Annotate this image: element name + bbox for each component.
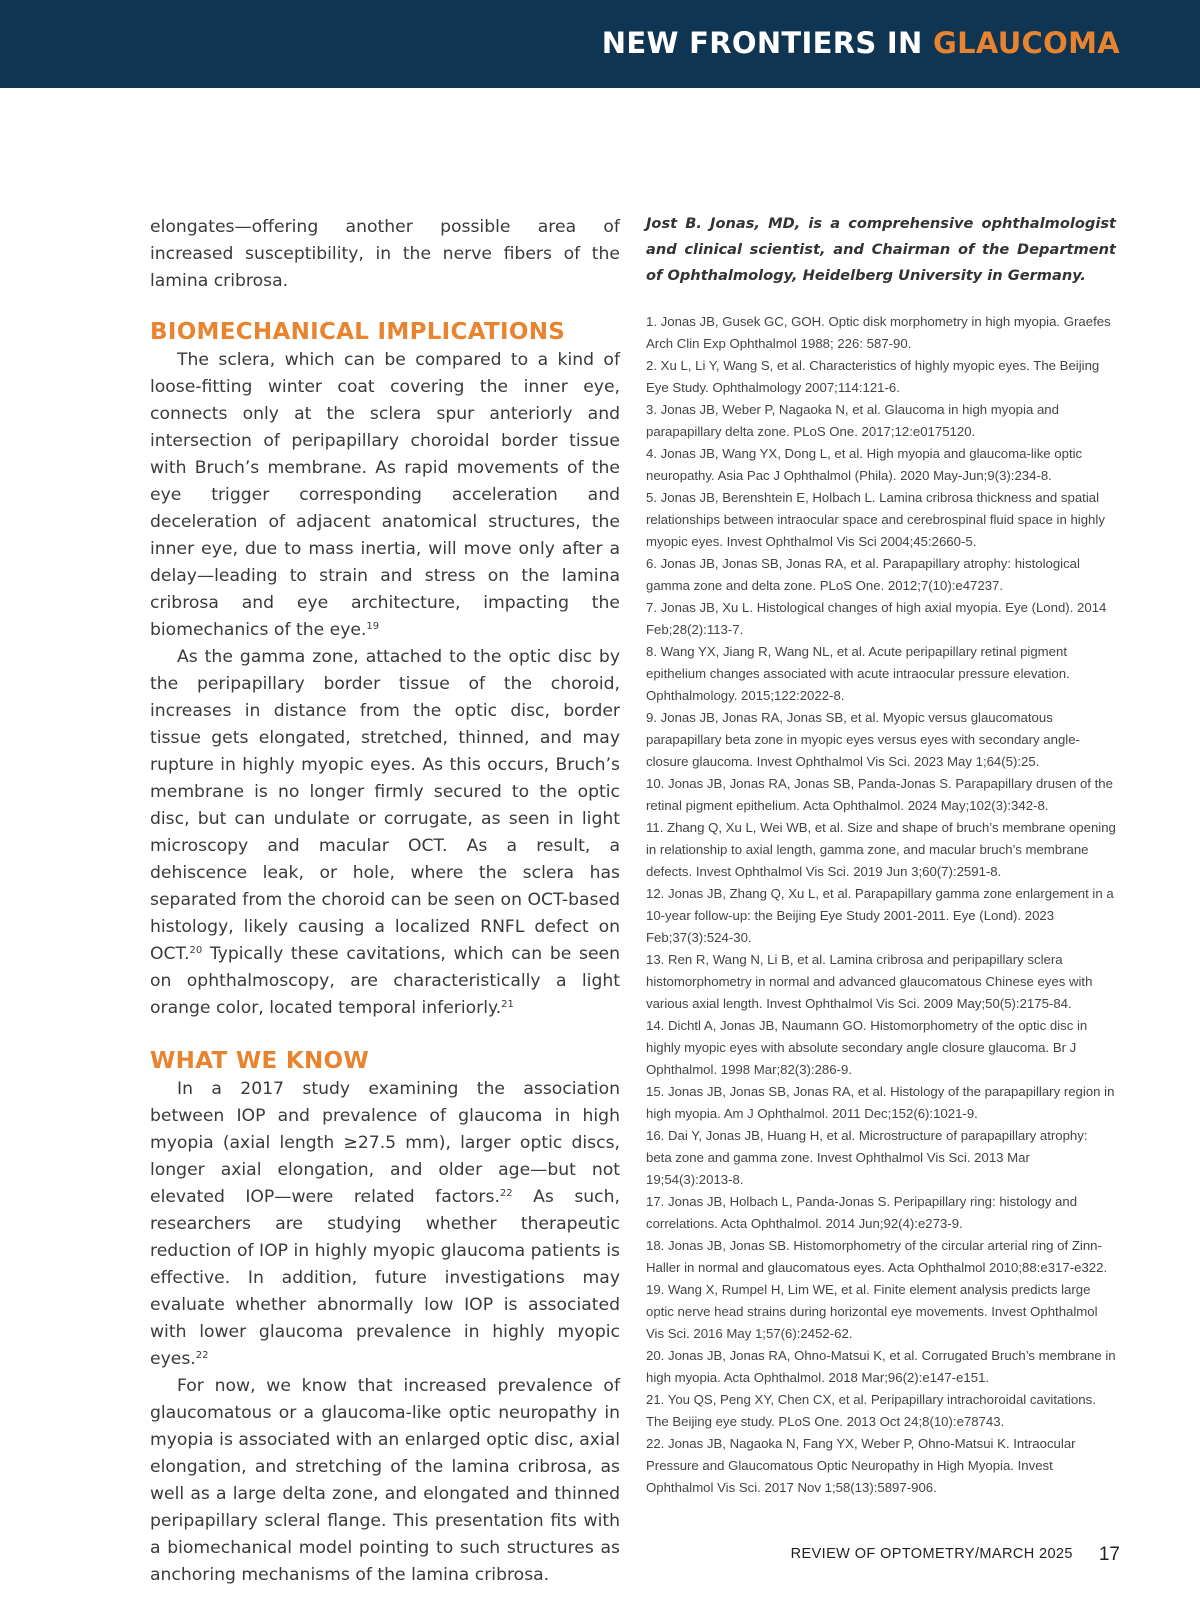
reference-item: 6. Jonas JB, Jonas SB, Jonas RA, et al. Parapapillary atrophy: histological gamma zone and delta zone. PLoS One. 2012;7(10):e47237.	[646, 556, 1080, 593]
main-text-column	[150, 214, 620, 1589]
paragraph-1-text: The sclera, which can be compared to a kind of loose-fitting winter coat covering the inner eye, connects only at the sclera spur anteriorly and intersection of peripapillary choroidal border tissue with Bruch’s membrane. As rapid movements of the eye trigger corresponding acceleration and deceleration of adjacent anatomical structures, the inner eye, due to mass inertia, will move only after a delay—leading to strain and stress on the lamina cribrosa and eye architecture, impacting the biomechanics of the eye.	[150, 350, 620, 640]
heading-biomechanical-implications: BIOMECHANICAL IMPLICATIONS	[150, 319, 566, 345]
paragraph-1	[150, 347, 620, 644]
section-title-main: NEW FRONTIERS IN	[601, 26, 933, 60]
reference-item: 3. Jonas JB, Weber P, Nagaoka N, et al. Glaucoma in high myopia and parapapillary delta zone. PLoS One. 2017;12:e0175120.	[646, 402, 1059, 439]
paragraph-3	[150, 1076, 620, 1373]
citation-20: 20	[189, 945, 203, 956]
citation-22-second: 22	[195, 1350, 209, 1361]
reference-item: 7. Jonas JB, Xu L. Histological changes of high axial myopia. Eye (Lond). 2014 Feb;28(2):113-7.	[646, 600, 1107, 637]
section-title	[602, 26, 1120, 60]
reference-item: 14. Dichtl A, Jonas JB, Naumann GO. Histomorphometry of the optic disc in highly myopic eyes with absolute secondary angle closure glaucoma. Br J Ophthalmol. 1998 Mar;82(3):286-9.	[646, 1018, 1088, 1077]
citation-19: 19	[366, 621, 380, 632]
intro-paragraph: elongates—offering another possible area of increased susceptibility, in the nerve fibers of the lamina cribrosa.	[150, 217, 620, 291]
section-title-accent: GLAUCOMA	[932, 26, 1120, 60]
paragraph-3-text: In a 2017 study examining the association between IOP and prevalence of glaucoma in high myopia (axial length ≥27.5 mm), larger optic discs, longer axial elongation, and older age—but not elevated IOP—were related factors.	[150, 1079, 620, 1207]
reference-item: 1. Jonas JB, Gusek GC, GOH. Optic disk morphometry in high myopia. Graefes Arch Clin Exp Ophthalmol 1988; 226: 587-90.	[646, 314, 1111, 351]
reference-item: 21. You QS, Peng XY, Chen CX, et al. Peripapillary intrachoroidal cavitations. The Beijing eye study. PLoS One. 2013 Oct 24;8(10):e78743.	[646, 1392, 1096, 1429]
reference-item: 8. Wang YX, Jiang R, Wang NL, et al. Acute peripapillary retinal pigment epithelium changes associated with acute intraocular pressure elevation. Ophthalmology. 2015;122:2022-8.	[646, 644, 1070, 703]
citation-21: 21	[501, 999, 514, 1010]
paragraph-2	[150, 644, 620, 1022]
author-bio: Jost B. Jonas, MD, is a comprehensive ophthalmologist and clinical scientist, and Chairman of the Department of Ophthalmology, Heidelberg University in Germany.	[646, 215, 1116, 284]
reference-item: 22. Jonas JB, Nagaoka N, Fang YX, Weber P, Ohno-Matsui K. Intraocular Pressure and Glaucomatous Optic Neuropathy in High Myopia. Invest Ophthalmol Vis Sci. 2017 Nov 1;58(13):5897-906.	[646, 1436, 1076, 1495]
reference-item: 17. Jonas JB, Holbach L, Panda-Jonas S. Peripapillary ring: histology and correlations. Acta Ophthalmol. 2014 Jun;92(4):e273-9.	[646, 1194, 1078, 1231]
reference-item: 9. Jonas JB, Jonas RA, Jonas SB, et al. Myopic versus glaucomatous parapapillary beta zone in myopic eyes versus eyes with secondary angle-closure glaucoma. Invest Ophthalmol Vis Sci. 2023 May 1;64(5):25.	[646, 710, 1080, 769]
reference-item: 19. Wang X, Rumpel H, Lim WE, et al. Finite element analysis predicts large optic nerve head strains during horizontal eye movements. Invest Ophthalmol Vis Sci. 2016 May 1;57(6):2452-62.	[646, 1282, 1098, 1341]
reference-item: 13. Ren R, Wang N, Li B, et al. Lamina cribrosa and peripapillary sclera histomorphometry in normal and advanced glaucomatous Chinese eyes with various axial length. Invest Ophthalmol Vis Sci. 2009 May;50(5):2175-84.	[646, 952, 1093, 1011]
reference-item: 4. Jonas JB, Wang YX, Dong L, et al. High myopia and glaucoma-like optic neuropathy. Asia Pac J Ophthalmol (Phila). 2020 May-Jun;9(3):234-8.	[646, 446, 1083, 483]
paragraph-3-text-continued: As such, researchers are studying whether therapeutic reduction of IOP in highly myopic glaucoma patients is effective. In addition, future investigations may evaluate whether abnormally low IOP is associated with lower glaucoma prevalence in highly myopic eyes.	[150, 1187, 620, 1369]
heading-what-we-know: WHAT WE KNOW	[150, 1048, 370, 1074]
reference-list	[646, 311, 1116, 1499]
page-footer	[640, 1544, 1120, 1566]
reference-item: 5. Jonas JB, Berenshtein E, Holbach L. Lamina cribrosa thickness and spatial relationships between intraocular space and cerebrospinal fluid space in highly myopic eyes. Invest Ophthalmol Vis Sci 2004;45:2660-5.	[646, 490, 1105, 549]
reference-item: 12. Jonas JB, Zhang Q, Xu L, et al. Parapapillary gamma zone enlargement in a 10-year follow-up: the Beijing Eye Study 2001-2011. Eye (Lond). 2023 Feb;37(3):524-30.	[646, 886, 1114, 945]
side-column	[646, 211, 1116, 1499]
reference-item: 16. Dai Y, Jonas JB, Huang H, et al. Microstructure of parapapillary atrophy: beta zone and gamma zone. Invest Ophthalmol Vis Sci. 2013 Mar 19;54(3):2013-8.	[646, 1128, 1088, 1187]
reference-item: 20. Jonas JB, Jonas RA, Ohno-Matsui K, et al. Corrugated Bruch’s membrane in high myopia. Acta Ophthalmol. 2018 Mar;96(2):e147-e151.	[646, 1348, 1116, 1385]
paragraph-4: For now, we know that increased prevalence of glaucomatous or a glaucoma-like optic neuropathy in myopia is associated with an enlarged optic disc, axial elongation, and stretching of the lamina cribrosa, as well as a large delta zone, and elongated and thinned peripapillary scleral flange. This presentation fits with a biomechanical model pointing to such structures as anchoring mechanisms of the lamina cribrosa.	[150, 1376, 620, 1585]
reference-item: 10. Jonas JB, Jonas RA, Jonas SB, Panda-Jonas S. Parapapillary drusen of the retinal pigment epithelium. Acta Ophthalmol. 2024 May;102(3):342-8.	[646, 776, 1113, 813]
reference-item: 15. Jonas JB, Jonas SB, Jonas RA, et al. Histology of the parapapillary region in high myopia. Am J Ophthalmol. 2011 Dec;152(6):1021-9.	[646, 1084, 1115, 1121]
header-bar	[0, 0, 1200, 88]
reference-item: 2. Xu L, Li Y, Wang S, et al. Characteristics of highly myopic eyes. The Beijing Eye Study. Ophthalmology 2007;114:121-6.	[646, 358, 1100, 395]
paragraph-2-text-continued: Typically these cavitations, which can be seen on ophthalmoscopy, are characteristically a light orange color, located temporal inferiorly.	[150, 944, 620, 1018]
paragraph-2-text: As the gamma zone, attached to the optic disc by the peripapillary border tissue of the choroid, increases in distance from the optic disc, border tissue gets elongated, stretched, thinned, and may rupture in highly myopic eyes. As this occurs, Bruch’s membrane is no longer firmly secured to the optic disc, but can undulate or corrugate, as seen in light microscopy and macular OCT. As a result, a dehiscence leak, or hole, where the sclera has separated from the choroid can be seen on OCT-based histology, likely causing a localized RNFL defect on OCT.	[150, 647, 620, 964]
reference-item: 18. Jonas JB, Jonas SB. Histomorphometry of the circular arterial ring of Zinn-Haller in normal and glaucomatous eyes. Acta Ophthalmol 2010;88:e317-e322.	[646, 1238, 1108, 1275]
publication-name: REVIEW OF OPTOMETRY/MARCH 2025	[790, 1546, 1073, 1562]
page-number: 17	[1098, 1544, 1120, 1565]
reference-item: 11. Zhang Q, Xu L, Wei WB, et al. Size and shape of bruch’s membrane opening in relationship to axial length, gamma zone, and macular bruch’s membrane defects. Invest Ophthalmol Vis Sci. 2019 Jun 3;60(7):2591-8.	[646, 820, 1116, 879]
citation-22: 22	[499, 1188, 513, 1199]
